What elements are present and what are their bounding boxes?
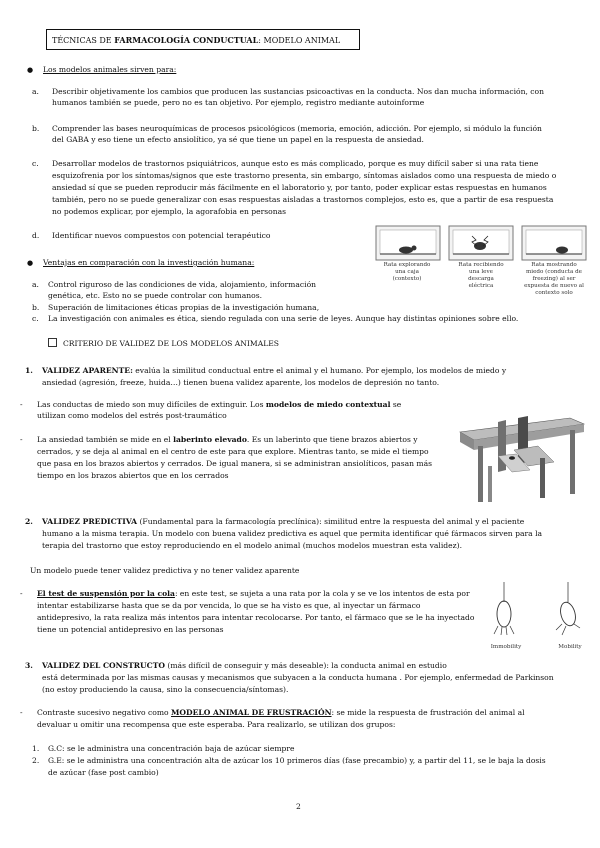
dash-marker: - [20,400,23,409]
document-title [46,29,360,50]
list-marker: a. [32,280,39,289]
criteria-heading: CRITERIO DE VALIDEZ DE LOS MODELOS ANIMALES [48,338,279,350]
validity-constructo-line: (no estoy produciendo la causa, sino la consecuencia/síntomas). [42,685,289,694]
fear-model-line: Las conductas de miedo son muy difíciles de extinguir. Los modelos de miedo contextual se [37,400,402,409]
list-marker: c. [32,314,39,323]
title-bold: FARMACOLOGÍA CONDUCTUAL [114,35,259,45]
tail-test-line: intentar estabilizarse hasta que se da por vencida, lo que se ha visto es que, al inyectar un fármaco [37,601,421,610]
section-number: 1. [25,366,33,375]
validity-predictiva-line: terapia del trastorno que estoy reproduciendo en el modelo animal (muchos modelos muestran esta validez). [42,541,462,550]
list-item-line: Control riguroso de las condiciones de vida, alojamiento, información [48,280,317,289]
list-item-line: del GABA y eso tiene un efecto ansiolítico, ya sé que tiene un papel en la respuesta de ansiedad. [52,135,424,144]
list-item-line: Describir objetivamente los cambios que producen las sustancias psicoactivas en la conducta. Nos dan mucha información, con [52,87,545,96]
maze-line: tiempo en los brazos abiertos que en los cerrados [37,471,229,480]
list-item-line: genética, etc. Esto no se puede controlar con humanos. [48,291,263,300]
validity-constructo-line: VALIDEZ DEL CONSTRUCTO (más difícil de conseguir y más deseable): la conducta animal en estudio [42,661,447,670]
maze-line: La ansiedad también se mide en el laberinto elevado. Es un laberinto que tiene brazos abiertos y [37,435,418,444]
validity-constructo-line: está determinada por las mismas causas y mecanismos que subyacen a la conducta humana . Por ejemplo, enfermedad de Parkinson [42,673,554,682]
list-marker: 2. [32,756,40,765]
validity-predictiva-line: VALIDEZ PREDICTIVA (Fundamental para la farmacología preclínica): similitud entre la respuesta del animal y el paciente [42,517,525,526]
validity-predictiva-line: humano a la misma terapia. Un modelo con buena validez predictiva es aquel que permita identificar qué fármacos sirven para la [42,529,543,538]
list-item-line: no podemos explicar, por ejemplo, la agorafobia en personas [52,207,287,216]
dash-marker: - [20,435,23,444]
title-suffix: : MODELO ANIMAL [258,36,341,45]
list-item-line: ansiedad sí que se pueden reproducir más fácilmente en el laboratorio y, por tanto, poder explicar estas respuestas en humanos [52,183,547,192]
frustration-line: Contraste sucesivo negativo como MODELO ANIMAL DE FRUSTRACIÓN: se mide la respuesta de frustración del animal al [37,708,525,717]
frustration-line: devaluar u omitir una recompensa que este esperaba. Para realizarlo, se utilizan dos grupos: [37,720,396,729]
tail-suspension-figure [482,580,590,646]
list-item-line: también, pero no se puede generalizar con esas respuestas aisladas a trastornos complejos, esto es, que a partir de esa respuesta [52,195,554,204]
list-item-line: Superación de limitaciones éticas propias de la investigación humana, [48,303,320,312]
figure-caption: Immobility [490,644,522,650]
context-box-3 [522,226,586,260]
list-marker: d. [32,231,40,240]
list-item-line: humanos también se puede, pero no es tan objetivo. Por ejemplo, registro mediante autoinforme [52,98,425,107]
list-marker: b. [32,124,40,133]
list-item-line: Desarrollar modelos de trastornos psiquiátricos, aunque esto es más complicado, porque es muy difícil saber si una rata tiene [52,159,539,168]
list-item-line: Comprender las bases neuroquímicas de procesos psicológicos (memoria, emoción, adicción. Por ejemplo, si módulo la función [52,124,542,133]
tail-test-line: tiene un potencial antidepresivo en las personas [37,625,224,634]
list-item-line: esquizofrenia por los síntomas/signos que este trastorno presenta, sin embargo, síntomas aislados como una respuesta de miedo o [52,171,557,180]
context-box-2 [449,226,513,260]
bullet-dot: ● [27,66,34,74]
checkbox-icon [48,338,57,347]
intro-heading: Los modelos animales sirven para: [43,65,177,74]
fear-conditioning-boxes [372,222,590,266]
fear-model-line: utilizan como modelos del estrés post-traumático [37,411,227,420]
group-line: G.E: se le administra una concentración alta de azúcar los 10 primeros días (fase precambio) y, a partir del 11, se le baja la dosis [48,756,546,765]
list-item-line: La investigación con animales es ética, siendo regulada con una serie de leyes. Aunque hay distintas opiniones sobre ello. [48,314,519,323]
list-marker: a. [32,87,39,96]
figure-caption: Mobility [558,644,582,650]
list-marker: c. [32,159,39,168]
advantages-heading: Ventajas en comparación con la investigación humana: [43,258,255,267]
elevated-maze-figure [458,410,590,506]
context-box-1 [376,226,440,260]
tail-test-line: antidepresivo, la rata realiza más intentos para intentar recolocarse. Por tanto, el fármaco que se le ha inyectado [37,613,475,622]
figure-caption: Rata mostrando miedo (conducta de freezing) al ser expuesta de nuevo al contexto solo [524,262,584,296]
section-number: 3. [25,661,33,670]
maze-line: cerrados, y se deja al animal en el centro de este para que explore. Mientras tanto, se mide el tiempo [37,447,429,456]
group-line: de azúcar (fase post cambio) [48,768,159,777]
predictive-note: Un modelo puede tener validez predictiva y no tener validez aparente [30,566,300,575]
fear-conditioning-figure [372,222,590,298]
list-item-line: Identificar nuevos compuestos con potencial terapéutico [52,231,271,240]
bullet-dot: ● [27,259,34,267]
title-prefix: TÉCNICAS DE [52,36,115,45]
figure-caption: Rata explorando una caja (contexto) [383,262,431,282]
dash-marker: - [20,708,23,717]
list-marker: 1. [32,744,40,753]
dash-marker: - [20,589,23,598]
page-number: 2 [296,802,301,811]
maze-line: que pasa en los brazos abiertos y cerrados. De igual manera, si se administran ansiolíticos, pasan más [37,459,433,468]
validity-aparente-line: ansiedad (agresión, freeze, huida…) tienen buena validez aparente, los modelos de depresión no tanto. [42,378,440,387]
figure-caption: Rata recibiendo una leve descarga eléctrica [458,262,504,289]
section-number: 2. [25,517,33,526]
tail-test-line: El test de suspensión por la cola: en este test, se sujeta a una rata por la cola y se ve los intentos de esta por [37,589,470,598]
validity-aparente-line: VALIDEZ APARENTE: evalúa la similitud conductual entre el animal y el humano. Por ejemplo, los modelos de miedo y [42,366,507,375]
list-marker: b. [32,303,40,312]
group-line: G.C: se le administra una concentración baja de azúcar siempre [48,744,295,753]
